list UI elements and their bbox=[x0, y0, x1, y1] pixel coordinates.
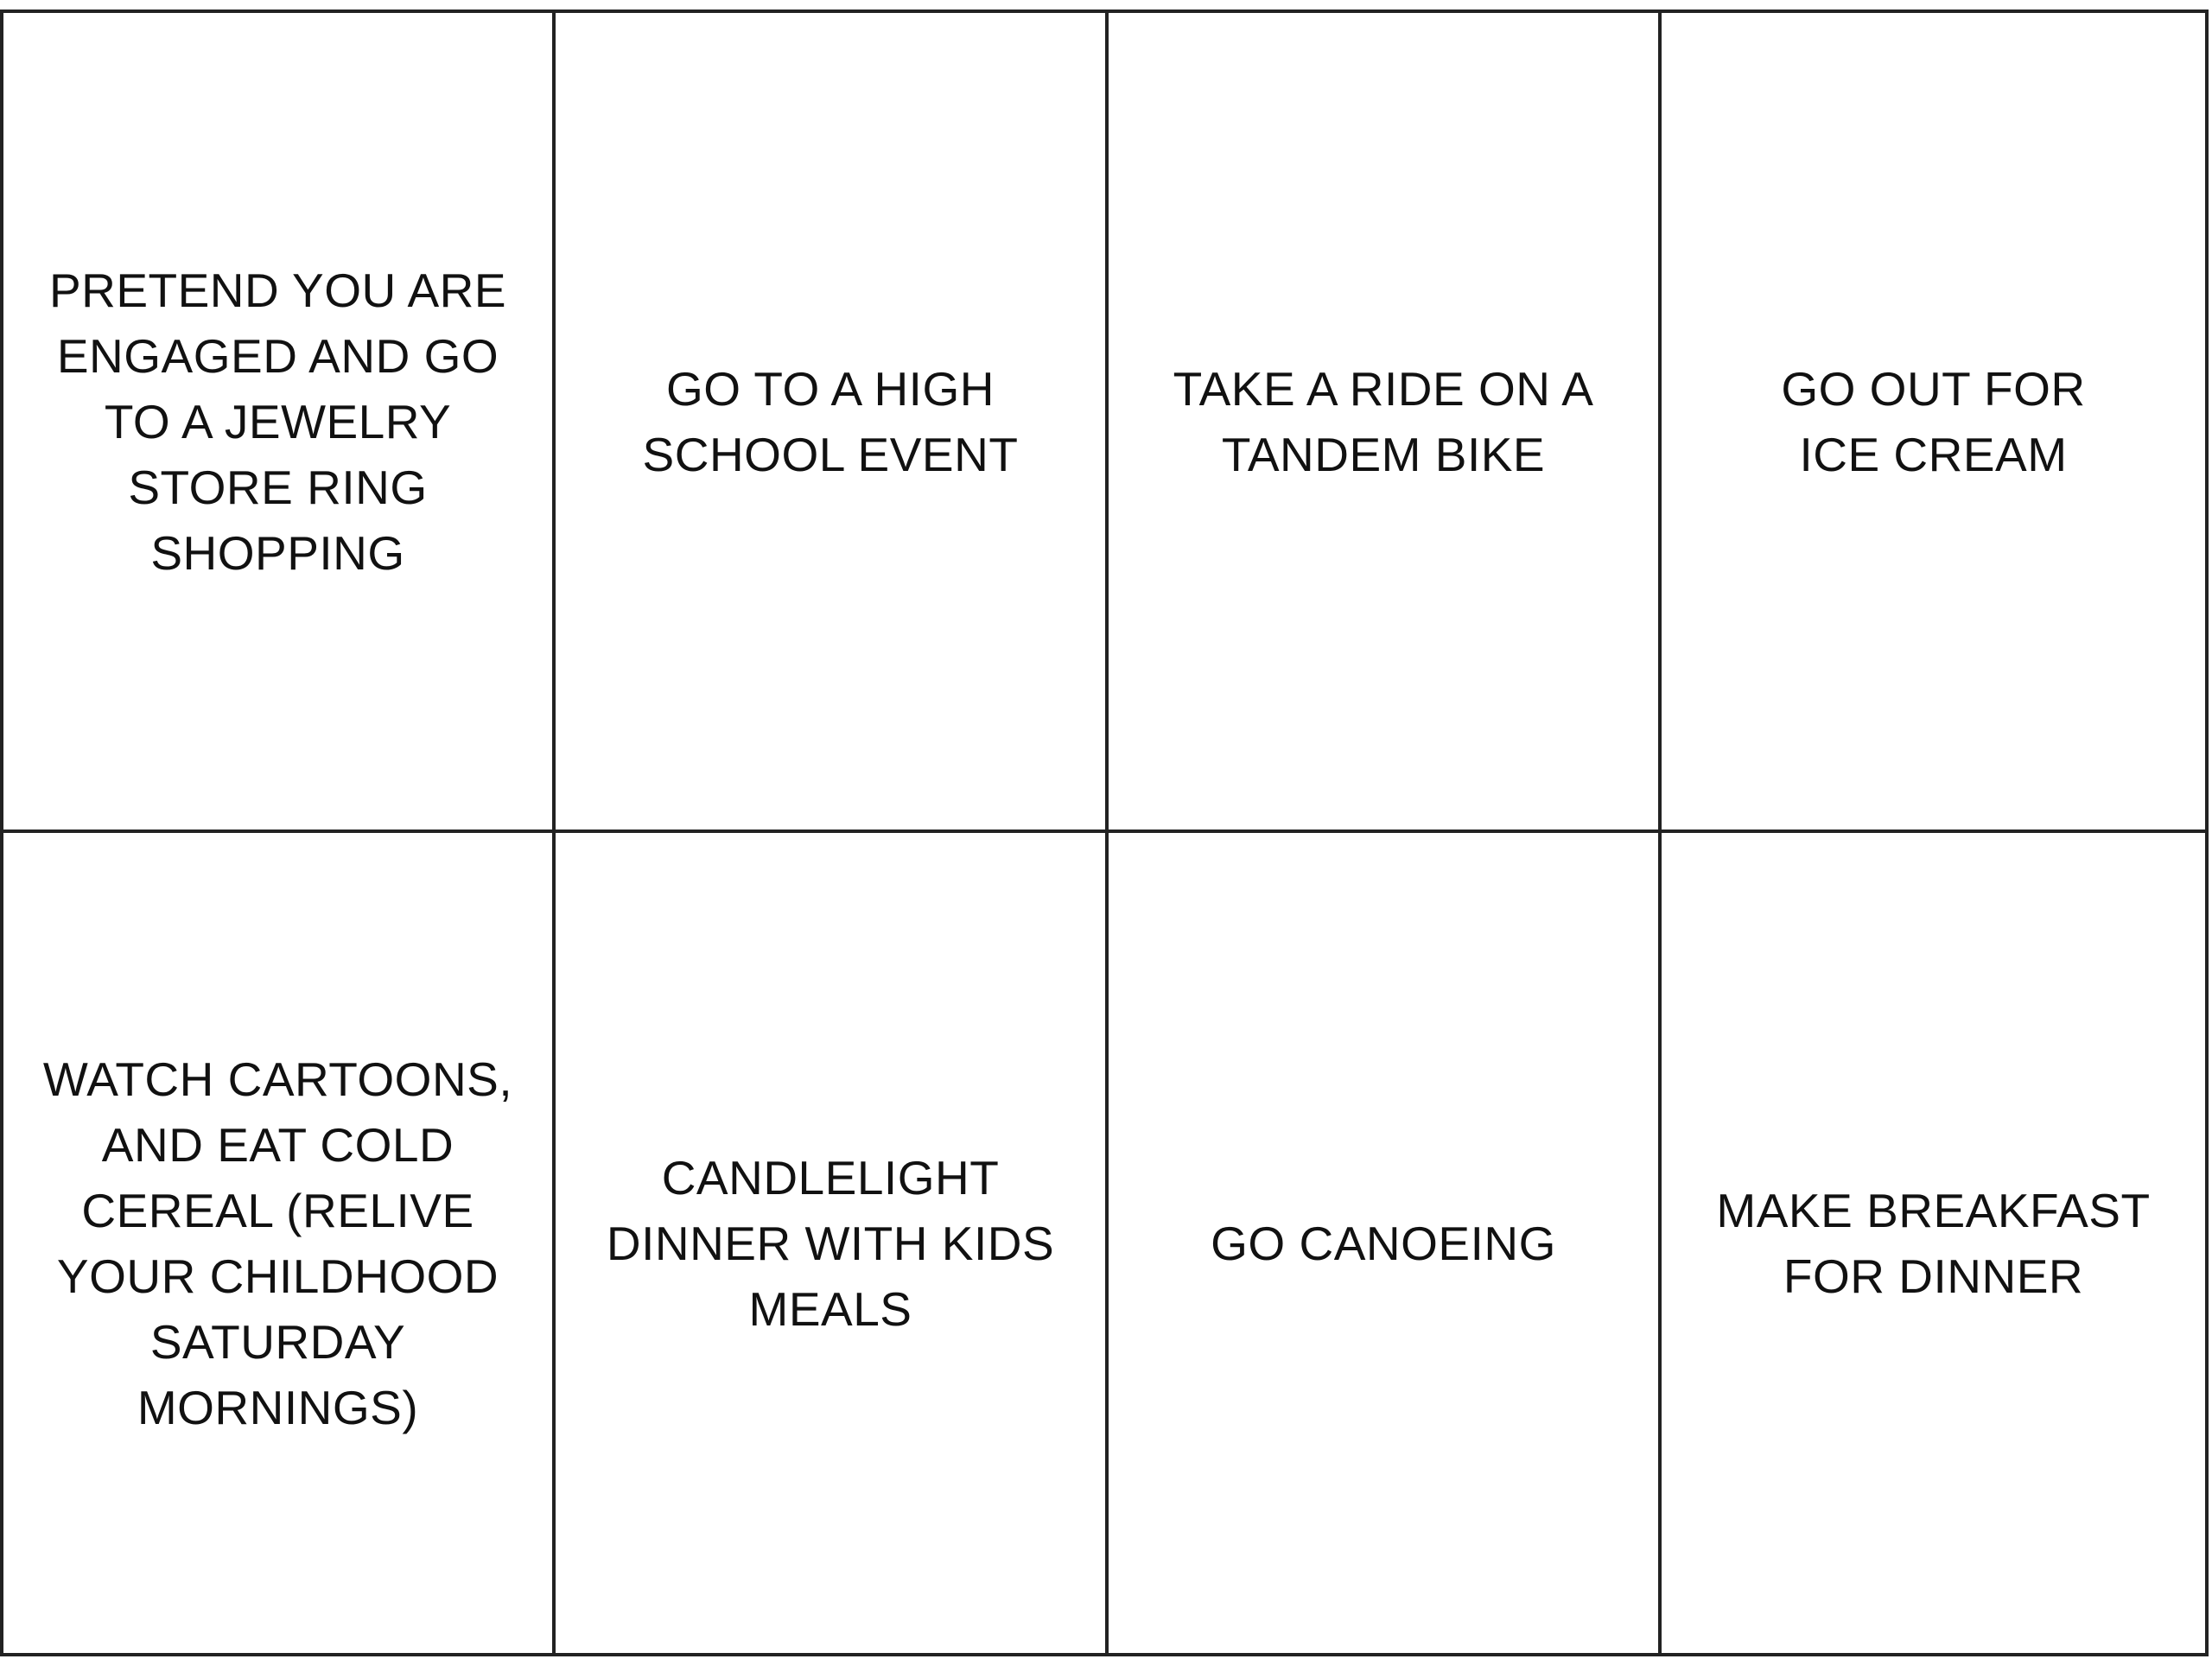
card-text: CANDLELIGHT DINNER WITH KIDS MEALS bbox=[606, 1150, 1055, 1336]
card-breakfast-for-dinner bbox=[1662, 833, 2205, 1653]
card-text: GO TO A HIGH SCHOOL EVENT bbox=[642, 361, 1019, 481]
card-high-school-event bbox=[556, 13, 1109, 833]
card-ice-cream bbox=[1662, 13, 2205, 833]
card-tandem-bike bbox=[1109, 13, 1662, 833]
card-cartoons-cereal bbox=[3, 833, 556, 1653]
card-text: PRETEND YOU ARE ENGAGED AND GO TO A JEWELRY STORE RING SHOPPING bbox=[48, 263, 507, 580]
card-canoeing bbox=[1109, 833, 1662, 1653]
card-text: GO CANOEING bbox=[1211, 1216, 1556, 1270]
card-text: GO OUT FOR ICE CREAM bbox=[1781, 361, 2086, 481]
card-text: TAKE A RIDE ON A TANDEM BIKE bbox=[1173, 361, 1594, 481]
card-jewelry-store bbox=[3, 13, 556, 833]
card-text: WATCH CARTOONS, AND EAT COLD CEREAL (RELIVE YOUR CHILDHOOD SATURDAY MORNINGS) bbox=[42, 1052, 513, 1434]
card-text: MAKE BREAKFAST FOR DINNER bbox=[1716, 1183, 2151, 1303]
date-idea-card-sheet bbox=[0, 10, 2209, 1656]
card-candlelight-dinner bbox=[556, 833, 1109, 1653]
